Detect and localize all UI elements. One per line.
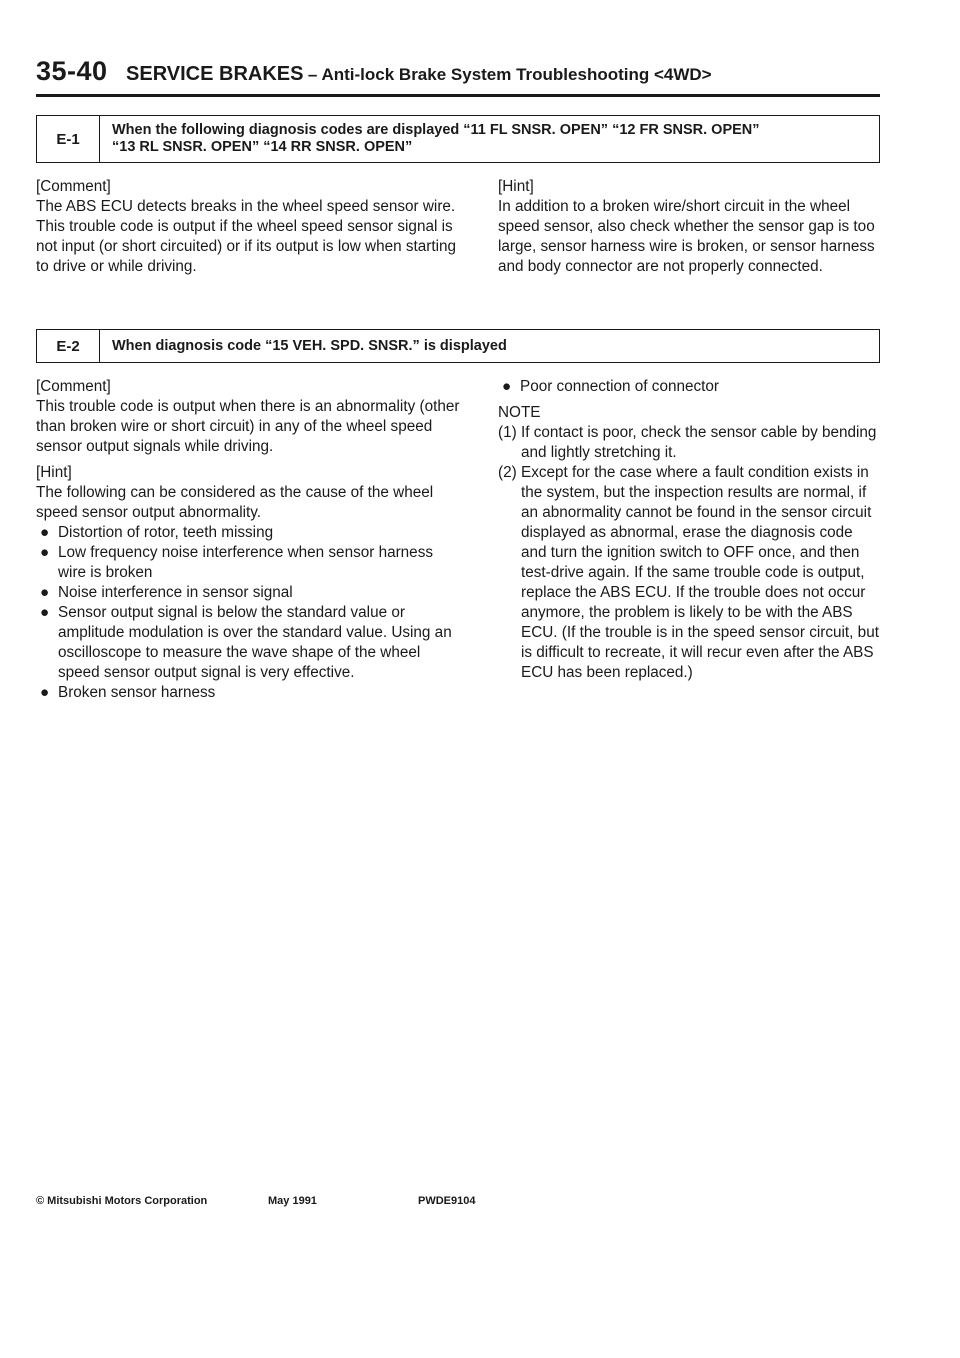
- e2-title: When diagnosis code “15 VEH. SPD. SNSR.” is displayed: [112, 337, 507, 354]
- list-item: ● Broken sensor harness: [40, 684, 216, 701]
- e2-left-column: [36, 377, 464, 703]
- page-header: [36, 56, 880, 92]
- e1-title: [100, 116, 879, 162]
- e2-comment-label: [Comment]: [36, 378, 111, 395]
- note-item: (1) If contact is poor, check the sensor cable by bending and lightly stretching it.: [498, 424, 877, 461]
- e2-note-label: NOTE: [498, 404, 541, 421]
- section-subtitle: – Anti-lock Brake System Troubleshooting <4WD>: [307, 65, 712, 84]
- e1-comment-text: The ABS ECU detects breaks in the wheel speed sensor wire. This trouble code is output if the wheel speed sensor signal is not input (or short circuited) or if its output is low when starting to drive or while driving.: [36, 198, 456, 275]
- footer-doc-code: PWDE9104: [418, 1195, 476, 1207]
- header-rule: [36, 94, 880, 97]
- e1-comment-column: [36, 177, 462, 277]
- list-item: ● Low frequency noise interference when sensor harness wire is broken: [40, 544, 433, 581]
- e1-title-line2: “13 RL SNSR. OPEN” “14 RR SNSR. OPEN”: [112, 139, 413, 155]
- e2-title-box: [36, 329, 880, 363]
- e1-code: E-1: [37, 116, 100, 162]
- e1-hint-label: [Hint]: [498, 178, 534, 195]
- e2-code: E-2: [37, 330, 100, 362]
- section-title: SERVICE BRAKES: [126, 63, 304, 85]
- e1-title-box: [36, 115, 880, 163]
- note-item: (2) Except for the case where a fault condition exists in the system, but the inspection results are normal, if an abnormality cannot be found in the sensor circuit displayed as abnormal, erase the diagnosis code and turn the ignition switch to OFF once, and then test-drive again. If the same trouble code is output, replace the ABS ECU. If the trouble does not occur anymore, the problem is likely to be with the ABS ECU. (If the trouble is in the speed sensor circuit, but is difficult to recreate, it will recur even after the ABS ECU has been replaced.): [498, 464, 879, 681]
- list-item: ● Poor connection of connector: [502, 378, 719, 395]
- e2-hint-label: [Hint]: [36, 464, 72, 481]
- list-item: ● Noise interference in sensor signal: [40, 584, 293, 601]
- list-item: ● Sensor output signal is below the standard value or amplitude modulation is over the standard value. Using an oscilloscope to measure the wave shape of the wheel speed sensor output signal is very effective.: [40, 604, 452, 681]
- e1-hint-text: In addition to a broken wire/short circuit in the wheel speed sensor, also check whether the sensor gap is too large, sensor harness wire is broken, or sensor harness and body connector are not properly connected.: [498, 198, 875, 275]
- e1-comment-label: [Comment]: [36, 178, 111, 195]
- page-number: 35-40: [36, 56, 108, 86]
- list-item: ● Distortion of rotor, teeth missing: [40, 524, 274, 541]
- e2-right-column: [498, 377, 880, 683]
- e2-comment-text: This trouble code is output when there is an abnormality (other than broken wire or short circuit) in any of the wheel speed sensor output signals while driving.: [36, 398, 460, 455]
- e1-hint-column: [498, 177, 880, 277]
- footer-copyright: © Mitsubishi Motors Corporation: [36, 1195, 208, 1207]
- e1-title-line1: When the following diagnosis codes are displayed “11 FL SNSR. OPEN” “12 FR SNSR. OPEN”: [112, 122, 760, 138]
- footer-date: May 1991: [268, 1195, 317, 1207]
- e2-hint-text: The following can be considered as the cause of the wheel speed sensor output abnormality.: [36, 484, 434, 521]
